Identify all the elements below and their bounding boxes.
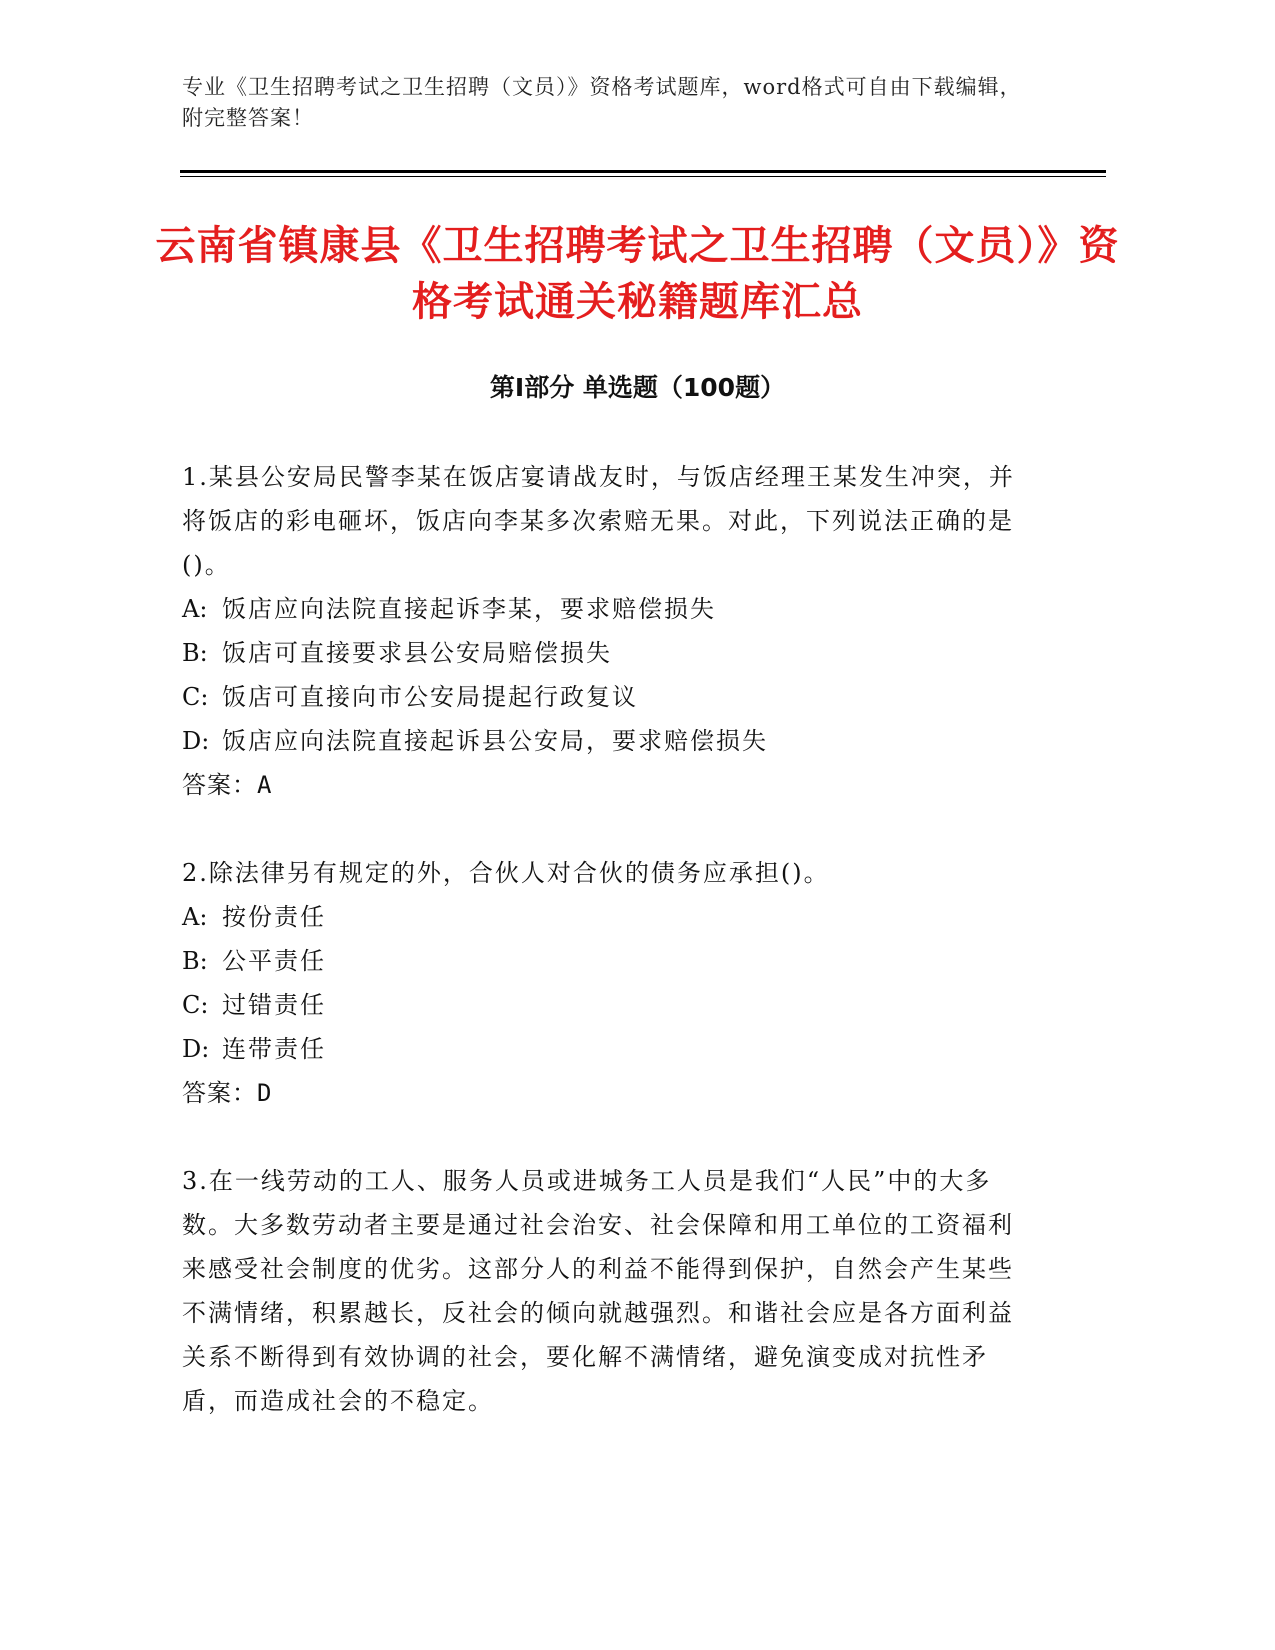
option-key: C: [182, 991, 209, 1019]
option-text: 公平责任 [222, 947, 326, 975]
answer-value: A [257, 771, 273, 799]
option-key: A: [182, 903, 208, 931]
option-a [182, 587, 1022, 631]
question-1 [182, 455, 1022, 807]
question-2 [182, 851, 1022, 1115]
question-list [182, 455, 1022, 1467]
option-key: A: [182, 595, 208, 623]
option-text: 连带责任 [222, 1035, 326, 1063]
option-key: D: [182, 727, 210, 755]
answer-label: 答案： [182, 771, 257, 799]
question-stem: 1.某县公安局民警李某在饭店宴请战友时，与饭店经理王某发生冲突，并将饭店的彩电砸坏，饭店向李某多次索赔无果。对此，下列说法正确的是()。 [182, 463, 1015, 579]
question-3 [182, 1159, 1022, 1423]
answer-line [182, 1071, 1022, 1115]
option-c [182, 983, 1022, 1027]
answer-label: 答案： [182, 1079, 257, 1107]
option-key: D: [182, 1035, 210, 1063]
option-key: B: [182, 639, 208, 667]
option-text: 饭店可直接向市公安局提起行政复议 [222, 683, 638, 711]
option-text: 饭店应向法院直接起诉李某，要求赔偿损失 [222, 595, 716, 623]
answer-value: D [257, 1079, 273, 1107]
document-title: 云南省镇康县《卫生招聘考试之卫生招聘（文员）》资格考试通关秘籍题库汇总 [155, 223, 1120, 325]
option-b [182, 939, 1022, 983]
option-text: 饭店应向法院直接起诉县公安局，要求赔偿损失 [222, 727, 768, 755]
section-heading: 第Ⅰ部分 单选题（100题） [489, 373, 786, 402]
option-d [182, 1027, 1022, 1071]
option-a [182, 895, 1022, 939]
question-stem: 2.除法律另有规定的外，合伙人对合伙的债务应承担()。 [182, 859, 830, 887]
option-c [182, 675, 1022, 719]
option-d [182, 719, 1022, 763]
option-key: C: [182, 683, 209, 711]
header-note: 专业《卫生招聘考试之卫生招聘（文员）》资格考试题库，word格式可自由下载编辑，附完整答案！ [182, 75, 1022, 130]
option-text: 饭店可直接要求县公安局赔偿损失 [222, 639, 612, 667]
option-key: B: [182, 947, 208, 975]
option-b [182, 631, 1022, 675]
option-text: 按份责任 [222, 903, 326, 931]
question-stem: 3.在一线劳动的工人、服务人员或进城务工人员是我们“人民”中的大多数。大多数劳动者主要是通过社会治安、社会保障和用工单位的工资福利来感受社会制度的优劣。这部分人的利益不能得到保护，自然会产生某些不满情绪，积累越长，反社会的倾向就越强烈。和谐社会应是各方面利益关系不断得到有效协调的社会，要化解不满情绪，避免演变成对抗性矛盾，而造成社会的不稳定。 [182, 1167, 1014, 1415]
header-rule-thin [180, 176, 1106, 177]
answer-line [182, 763, 1022, 807]
header-rule-thick [180, 170, 1106, 173]
option-text: 过错责任 [222, 991, 326, 1019]
